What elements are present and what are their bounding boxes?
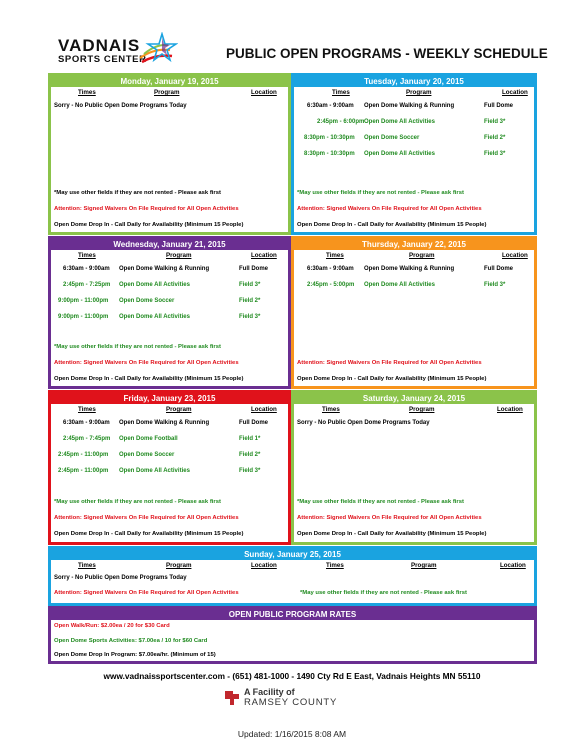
column-headers <box>51 404 288 415</box>
other-fields-note: *May use other fields if they are not rented - Please ask first <box>54 190 221 196</box>
column-headers <box>51 87 288 98</box>
row-location: Field 3* <box>484 282 506 288</box>
column-headers <box>294 87 534 98</box>
tuesday-schedule <box>291 73 537 235</box>
row-location: Field 1* <box>239 436 261 442</box>
row-location: Full Dome <box>484 103 514 109</box>
row-time: 9:00pm - 11:00pm <box>58 314 109 320</box>
saturday-schedule <box>291 390 537 545</box>
program-header: Program <box>406 89 432 96</box>
times-header: Times <box>78 406 96 413</box>
schedule-row <box>51 468 288 477</box>
location-header: Location <box>251 406 277 413</box>
times-header: Times <box>326 562 344 569</box>
row-time: 9:00pm - 11:00pm <box>58 298 109 304</box>
wednesday-schedule <box>48 236 291 389</box>
other-fields-note: *May use other fields if they are not rented - Please ask first <box>297 499 464 505</box>
drop-in-note: Open Dome Drop In - Call Daily for Availability (Minimum 15 People) <box>54 222 244 228</box>
times-header: Times <box>332 89 350 96</box>
location-header: Location <box>502 252 528 259</box>
saturday-title: Saturday, January 24, 2015 <box>294 393 534 404</box>
row-time: 2:45pm - 11:00pm <box>58 452 109 458</box>
row-location: Field 2* <box>484 135 506 141</box>
times-header: Times <box>326 252 344 259</box>
sunday-schedule <box>48 546 537 606</box>
location-header: Location <box>497 406 523 413</box>
row-program: Open Dome All Activities <box>364 151 435 157</box>
no-programs-text: Sorry - No Public Open Dome Programs Today <box>54 103 187 109</box>
program-rates <box>48 606 537 664</box>
row-time: 6:30am - 9:00am <box>63 420 110 426</box>
rates-title: OPEN PUBLIC PROGRAM RATES <box>51 609 534 620</box>
other-fields-note: *May use other fields if they are not rented - Please ask first <box>297 190 464 196</box>
row-location: Full Dome <box>484 266 514 272</box>
tuesday-title: Tuesday, January 20, 2015 <box>294 76 534 87</box>
schedule-row <box>294 103 534 112</box>
row-program: Open Dome All Activities <box>119 314 190 320</box>
other-fields-note: *May use other fields if they are not rented - Please ask first <box>54 499 221 505</box>
times-header: Times <box>322 406 340 413</box>
vadnais-logo <box>40 30 230 74</box>
row-time: 6:30am - 9:00am <box>63 266 110 272</box>
schedule-row <box>51 298 288 307</box>
rate-walk-run: Open Walk/Run: $2.00ea / 20 for $30 Card <box>54 623 170 629</box>
sunday-title: Sunday, January 25, 2015 <box>51 549 534 560</box>
row-location: Field 2* <box>239 452 261 458</box>
program-header: Program <box>409 406 435 413</box>
waivers-note: Attention: Signed Waivers On File Required for All Open Activities <box>297 206 482 212</box>
schedule-row <box>294 135 534 144</box>
waivers-note: Attention: Signed Waivers On File Required for All Open Activities <box>54 515 239 521</box>
page-title: PUBLIC OPEN PROGRAMS - WEEKLY SCHEDULE <box>226 46 548 61</box>
row-time: 8:30pm - 10:30pm <box>304 151 355 157</box>
waivers-note: Attention: Signed Waivers On File Required for All Open Activities <box>297 360 482 366</box>
program-header: Program <box>166 562 192 569</box>
waivers-note: Attention: Signed Waivers On File Required for All Open Activities <box>54 206 239 212</box>
row-location: Full Dome <box>239 420 269 426</box>
column-headers <box>294 250 534 261</box>
row-time: 6:30am - 9:00am <box>307 103 354 109</box>
row-program: Open Dome Soccer <box>119 298 175 304</box>
row-program: Open Dome All Activities <box>364 282 435 288</box>
drop-in-note: Open Dome Drop In - Call Daily for Availability (Minimum 15 People) <box>54 531 244 537</box>
schedule-row <box>51 314 288 323</box>
row-time: 2:45pm - 5:00pm <box>307 282 355 288</box>
schedule-row <box>294 151 534 160</box>
times-header: Times <box>78 252 96 259</box>
waivers-note: Attention: Signed Waivers On File Required for All Open Activities <box>54 590 239 596</box>
contact-line: www.vadnaissportscenter.com - (651) 481-1000 - 1490 Cty Rd E East, Vadnais Heights MN 55110 <box>103 671 481 681</box>
row-program: Open Dome Soccer <box>119 452 175 458</box>
row-time: 2:45pm - 6:00pm <box>317 119 365 125</box>
row-location: Field 3* <box>239 468 261 474</box>
no-programs-text: Sorry - No Public Open Dome Programs Today <box>297 420 430 426</box>
row-program: Open Dome All Activities <box>119 282 190 288</box>
location-header: Location <box>500 562 526 569</box>
thursday-schedule <box>291 236 537 389</box>
star-logo-icon <box>138 32 178 70</box>
row-program: Open Dome Walking & Running <box>119 420 210 426</box>
row-location: Full Dome <box>239 266 269 272</box>
other-fields-note: *May use other fields if they are not rented - Please ask first <box>54 344 221 350</box>
facility-of-text: A Facility of <box>244 687 295 697</box>
drop-in-note: Open Dome Drop In - Call Daily for Availability (Minimum 15 People) <box>54 376 244 382</box>
row-program: Open Dome Walking & Running <box>119 266 210 272</box>
other-fields-note: *May use other fields if they are not rented - Please ask first <box>300 590 467 596</box>
column-headers <box>51 250 288 261</box>
no-programs-row <box>294 420 534 429</box>
row-location: Field 3* <box>239 282 261 288</box>
column-headers <box>51 560 534 571</box>
program-header: Program <box>411 562 437 569</box>
schedule-row <box>294 282 534 291</box>
location-header: Location <box>251 252 277 259</box>
location-header: Location <box>251 89 277 96</box>
schedule-row <box>51 282 288 291</box>
row-program: Open Dome Walking & Running <box>364 103 455 109</box>
drop-in-note: Open Dome Drop In - Call Daily for Availability (Minimum 15 People) <box>297 222 487 228</box>
drop-in-note: Open Dome Drop In - Call Daily for Availability (Minimum 15 People) <box>297 376 487 382</box>
no-programs-text: Sorry - No Public Open Dome Programs Today <box>54 575 187 581</box>
row-location: Field 3* <box>239 314 261 320</box>
schedule-row <box>294 266 534 275</box>
program-header: Program <box>154 89 180 96</box>
row-program: Open Dome Soccer <box>364 135 420 141</box>
row-time: 2:45pm - 11:00pm <box>58 468 109 474</box>
schedule-row <box>51 266 288 275</box>
rate-sports: Open Dome Sports Activities: $7.00ea / 10 for $60 Card <box>54 638 208 644</box>
monday-title: Monday, January 19, 2015 <box>51 76 288 87</box>
row-program: Open Dome All Activities <box>119 468 190 474</box>
row-time: 2:45pm - 7:45pm <box>63 436 111 442</box>
times-header: Times <box>78 89 96 96</box>
waivers-note: Attention: Signed Waivers On File Required for All Open Activities <box>54 360 239 366</box>
location-header: Location <box>502 89 528 96</box>
program-header: Program <box>166 406 192 413</box>
thursday-title: Thursday, January 22, 2015 <box>294 239 534 250</box>
no-programs-row <box>51 103 288 112</box>
row-location: Field 3* <box>484 119 506 125</box>
ramsey-county-text: RAMSEY COUNTY <box>244 697 338 708</box>
header <box>40 30 560 76</box>
schedule-row <box>51 452 288 461</box>
ramsey-county-icon <box>224 689 240 707</box>
row-location: Field 2* <box>239 298 261 304</box>
schedule-row <box>51 420 288 429</box>
logo-name: VADNAIS <box>58 36 141 55</box>
row-program: Open Dome Football <box>119 436 178 442</box>
updated-timestamp: Updated: 1/16/2015 8:08 AM <box>237 729 347 739</box>
times-header: Times <box>78 562 96 569</box>
friday-schedule <box>48 390 291 545</box>
row-time: 6:30am - 9:00am <box>307 266 354 272</box>
program-header: Program <box>409 252 435 259</box>
schedule-row <box>294 119 534 128</box>
row-location: Field 3* <box>484 151 506 157</box>
ramsey-county-logo <box>222 687 372 711</box>
friday-title: Friday, January 23, 2015 <box>51 393 288 404</box>
no-programs-row <box>51 575 534 584</box>
row-time: 8:30pm - 10:30pm <box>304 135 355 141</box>
monday-schedule <box>48 73 291 235</box>
row-program: Open Dome Walking & Running <box>364 266 455 272</box>
program-header: Program <box>166 252 192 259</box>
rate-drop-in: Open Dome Drop In Program: $7.00ea/hr. (Minimum of 15) <box>54 652 216 658</box>
waivers-note: Attention: Signed Waivers On File Required for All Open Activities <box>297 515 482 521</box>
schedule-row <box>51 436 288 445</box>
row-time: 2:45pm - 7:25pm <box>63 282 111 288</box>
location-header: Location <box>251 562 277 569</box>
logo-subtitle: SPORTS CENTER <box>58 54 147 65</box>
drop-in-note: Open Dome Drop In - Call Daily for Availability (Minimum 15 People) <box>297 531 487 537</box>
row-program: Open Dome All Activities <box>364 119 435 125</box>
wednesday-title: Wednesday, January 21, 2015 <box>51 239 288 250</box>
column-headers <box>294 404 534 415</box>
